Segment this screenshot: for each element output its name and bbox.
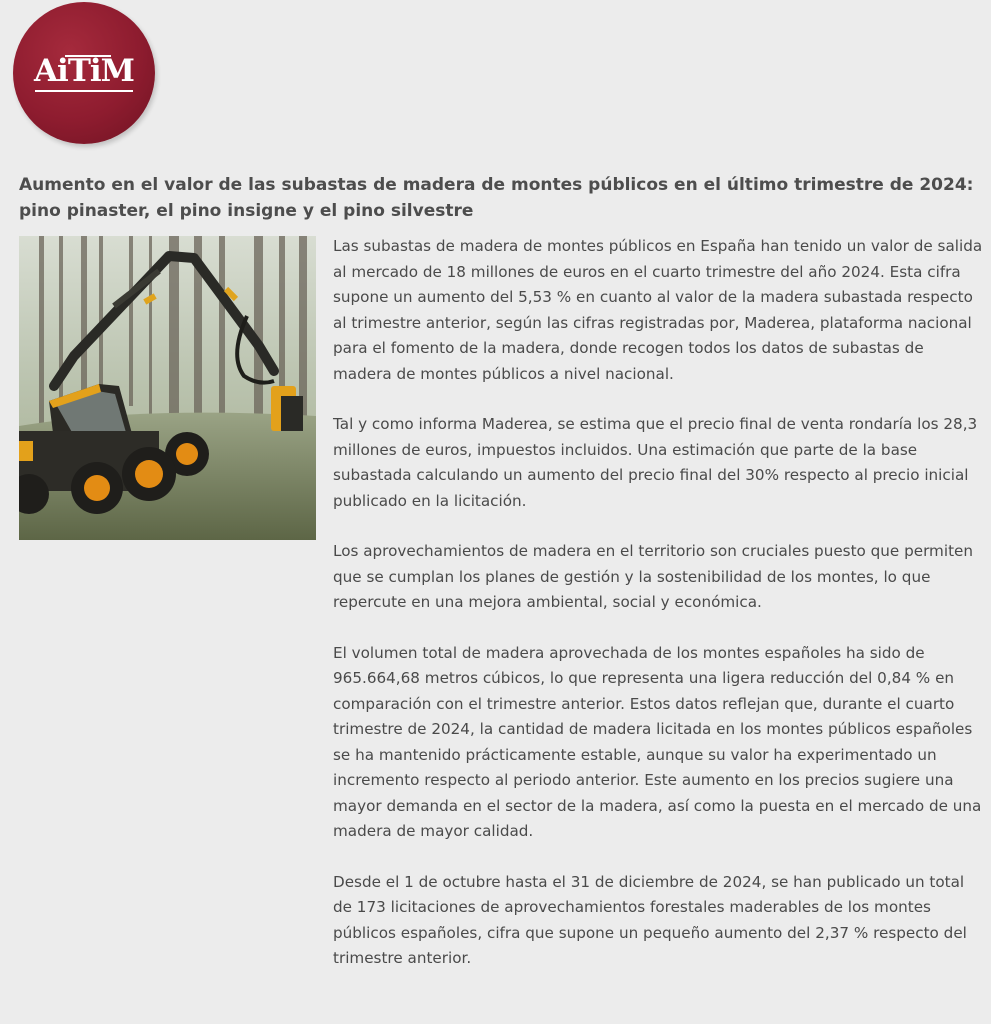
article-photo bbox=[19, 236, 316, 540]
article-paragraph: El volumen total de madera aprovechada de los montes españoles ha sido de 965.664,68 metros cúbicos, lo que representa una ligera reducción del 0,84 % en comparación con el trimestre anterior. Estos datos reflejan que, durante el cuarto trimestre de 2024, la cantidad de madera licitada en los montes públicos españoles se ha mantenido prácticamente estable, aunque su valor ha experimentado un incremento respecto al periodo anterior. Este aumento en los precios sugiere una mayor demanda en el sector de la madera, así como la puesta en el mercado de una madera de mayor calidad. bbox=[333, 643, 982, 840]
logo-underline-decoration bbox=[35, 90, 133, 92]
article-title: Aumento en el valor de las subastas de madera de montes públicos en el último trimestre de 2024: pino pinaster, el pino insigne y el pino silvestre bbox=[19, 175, 974, 221]
forest-harvester-illustration bbox=[19, 236, 316, 540]
article-paragraph: Tal y como informa Maderea, se estima que el precio final de venta rondaría los 28,3 millones de euros, impuestos incluidos. Una estimación que parte de la base subastada calculando un aumento del precio final del 30% respecto al precio inicial publicado en la licitación. bbox=[333, 415, 978, 510]
article-paragraph: Desde el 1 de octubre hasta el 31 de diciembre de 2024, se han publicado un total de 173 licitaciones de aprovechamientos forestales maderables de los montes públicos españoles, cifra que supone un pequeño aumento del 2,37 % respecto del trimestre anterior. bbox=[333, 872, 967, 967]
aitim-logo[interactable] bbox=[13, 2, 155, 144]
article-body bbox=[333, 234, 985, 997]
article-paragraph: Los aprovechamientos de madera en el territorio son cruciales puesto que permiten que se cumplan los planes de gestión y la sostenibilidad de los montes, lo que repercute en una mejora ambiental, social y económica. bbox=[333, 542, 973, 611]
logo-text: AiTiM bbox=[34, 53, 134, 89]
article-paragraph: Las subastas de madera de montes públicos en España han tenido un valor de salida al mercado de 18 millones de euros en el cuarto trimestre del año 2024. Esta cifra supone un aumento del 5,53 % en cuanto al valor de la madera subastada respecto al trimestre anterior, según las cifras registradas por, Maderea, plataforma nacional para el fomento de la madera, donde recogen todos los datos de subastas de madera de montes públicos a nivel nacional. bbox=[333, 237, 983, 383]
